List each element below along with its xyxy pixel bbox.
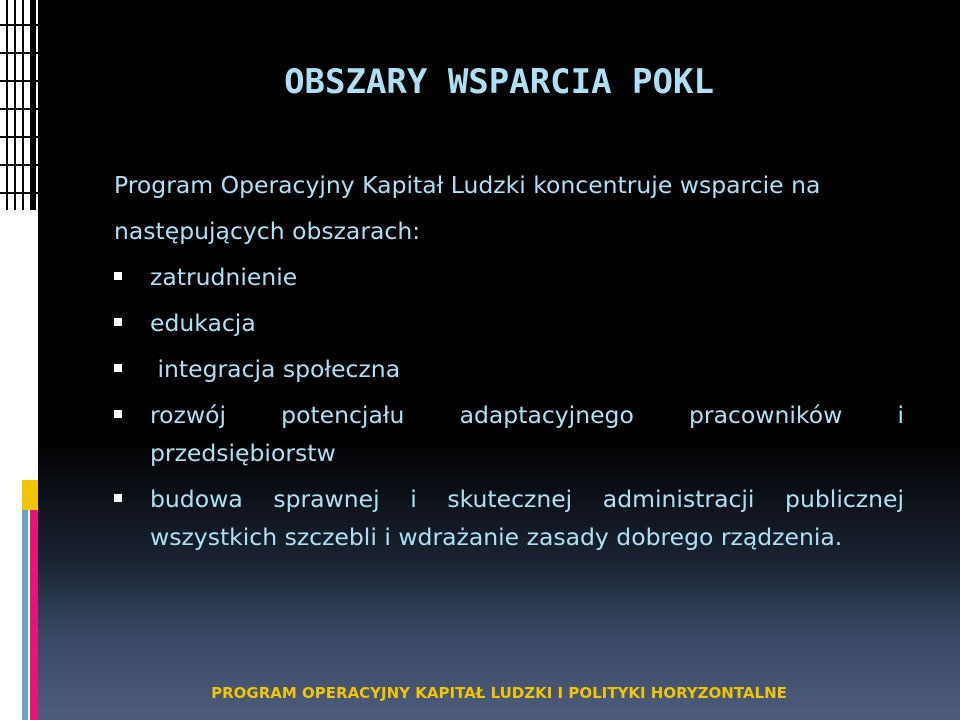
list-item — [114, 254, 904, 300]
slide-title: OBSZARY WSPARCIA POKL — [284, 62, 714, 102]
square-bullet-icon — [114, 364, 122, 372]
list-item-text: rozwój potencjału adaptacyjnego pracowników i przedsiębiorstw — [150, 401, 904, 467]
square-bullet-icon — [114, 494, 122, 502]
list-item — [114, 392, 904, 476]
decorative-color-stripes — [0, 480, 38, 720]
slide-content — [114, 162, 904, 560]
intro-text: Program Operacyjny Kapitał Ludzki koncentruje wsparcie na następujących obszarach: — [114, 171, 821, 245]
list-item-text: zatrudnienie — [150, 263, 298, 291]
decorative-grid-top — [0, 0, 38, 210]
left-decorative-bar — [0, 0, 38, 720]
square-bullet-icon — [114, 272, 122, 280]
list-item — [114, 346, 904, 392]
bullet-list — [114, 254, 904, 560]
square-bullet-icon — [114, 410, 122, 418]
list-item — [114, 300, 904, 346]
list-item — [114, 476, 904, 560]
square-bullet-icon — [114, 318, 122, 326]
list-item-text: integracja społeczna — [150, 355, 401, 383]
list-item-text: edukacja — [150, 309, 256, 337]
slide-footer: PROGRAM OPERACYJNY KAPITAŁ LUDZKI I POLITYKI HORYZONTALNE — [211, 684, 787, 702]
list-item-text: budowa sprawnej i skutecznej administracji publicznej wszystkich szczebli i wdrażanie zasady dobrego rządzenia. — [150, 485, 904, 551]
